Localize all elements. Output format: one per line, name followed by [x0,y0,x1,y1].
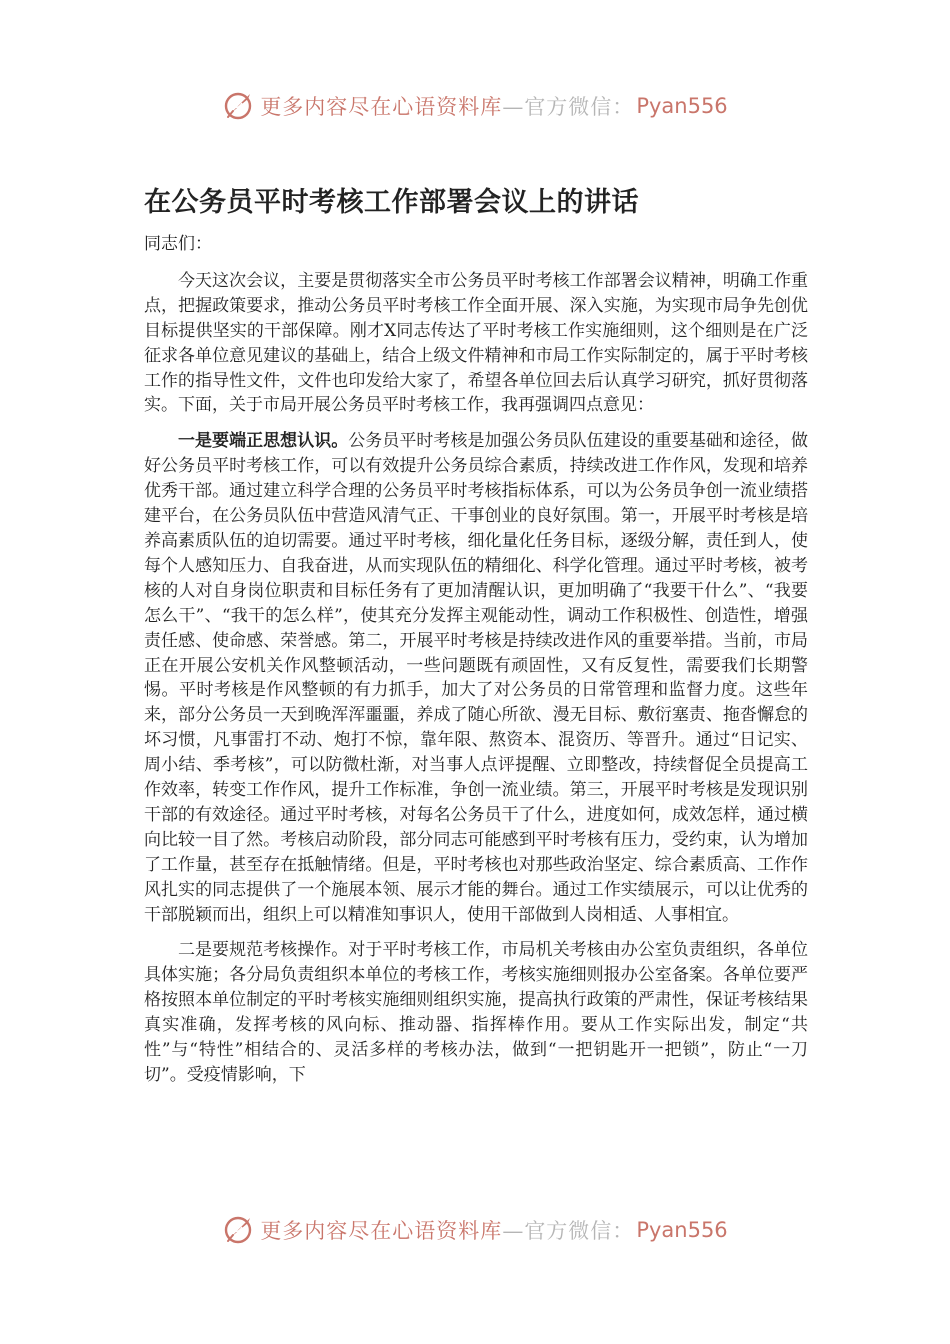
paragraph-2-lead: 一是要端正思想认识。 [178,431,349,452]
header-banner [0,86,950,126]
banner-wechat-id: Pyan556 [636,94,728,118]
paragraph-2 [144,429,808,927]
paragraph-3: 二是要规范考核操作。对于平时考核工作，市局机关考核由办公室负责组织，各单位具体实施；各分局负责组织本单位的考核工作，考核实施细则报办公室备案。各单位要严格按照本单位制定的平时考核实施细则组织实施，提高执行政策的严肃性，保证考核结果真实准确，发挥考核的风向标、推动器、指挥棒作用。要从工作实际出发，制定“共性”与“特性”相结合的、灵活多样的考核办法，做到“一把钥匙开一把锁”，防止“一刀切”。受疫情影响，下 [144,940,808,1085]
pen-quill-logo-icon [222,1213,256,1247]
banner-dash-text: —官方微信： [502,95,635,119]
banner-main-text: 更多内容尽在心语资料库 [260,1219,503,1243]
pen-quill-logo-icon [222,89,256,123]
document-body [144,232,808,1099]
footer-banner [0,1210,950,1250]
banner-main-text: 更多内容尽在心语资料库 [260,95,503,119]
paragraph-2-text: 公务员平时考核是加强公务员队伍建设的重要基础和途径，做好公务员平时考核工作，可以有效提升公务员综合素质，持续改进工作作风，发现和培养优秀干部。通过建立科学合理的公务员平时考核指标体系，可以为公务员争创一流业绩搭建平台，在公务员队伍中营造风清气正、干事创业的良好氛围。第一，开展平时考核是培养高素质队伍的迫切需要。通过平时考核，细化量化任务目标，逐级分解，责任到人，使每个人感知压力、自我奋进，从而实现队伍的精细化、科学化管理。通过平时考核，被考核的人对自身岗位职责和目标任务有了更加清醒认识，更加明确了“我要干什么”、“我要怎么干”、“我干的怎么样”，使其充分发挥主观能动性，调动工作积极性、创造性，增强责任感、使命感、荣誉感。第二，开展平时考核是持续改进作风的重要举措。当前，市局正在开展公安机关作风整顿活动，一些问题既有顽固性，又有反复性，需要我们长期警惕。平时考核是作风整顿的有力抓手，加大了对公务员的日常管理和监督力度。这些年来，部分公务员一天到晚浑浑噩噩，养成了随心所欲、漫无目标、敷衍塞责、拖沓懈怠的坏习惯，凡事雷打不动、炮打不惊，靠年限、熬资本、混资历、等晋升。通过“日记实、周小结、季考核”，可以防微杜渐，对当事人点评提醒、立即整改，持续督促全员提高工作效率，转变工作作风，提升工作标准，争创一流业绩。第三，开展平时考核是发现识别干部的有效途径。通过平时考核，对每名公务员干了什么，进度如何，成效怎样，通过横向比较一目了然。考核启动阶段，部分同志可能感到平时考核有压力，受约束，认为增加了工作量，甚至存在抵触情绪。但是，平时考核也对那些政治坚定、综合素质高、工作作风扎实的同志提供了一个施展本领、展示才能的舞台。通过工作实绩展示，可以让优秀的干部脱颖而出，组织上可以精准知事识人，使用干部做到人岗相适、人事相宜。 [144,431,809,925]
paragraph-1: 今天这次会议，主要是贯彻落实全市公务员平时考核工作部署会议精神，明确工作重点，把握政策要求，推动公务员平时考核工作全面开展、深入实施，为实现市局争先创优目标提供坚实的干部保障。刚才X同志传达了平时考核工作实施细则，这个细则是在广泛征求各单位意见建议的基础上，结合上级文件精神和市局工作实际制定的，属于平时考核工作的指导性文件，文件也印发给大家了，希望各单位回去后认真学习研究，抓好贯彻落实。下面，关于市局开展公务员平时考核工作，我再强调四点意见： [144,270,808,416]
greeting: 同志们： [144,234,212,254]
document-title: 在公务员平时考核工作部署会议上的讲话 [144,187,639,218]
banner-dash-text: —官方微信： [502,1219,635,1243]
banner-wechat-id: Pyan556 [636,1218,728,1242]
